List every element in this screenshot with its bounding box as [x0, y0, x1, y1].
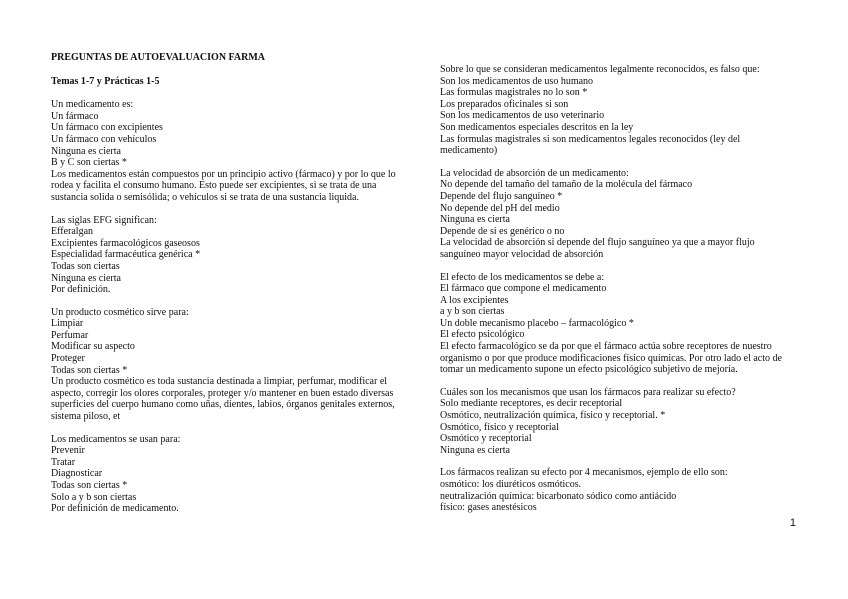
answer-option: físico: gases anestésicos: [440, 502, 537, 514]
answer-option: A los excipientes: [440, 294, 509, 306]
question-block: [440, 387, 792, 457]
question-block: [51, 307, 411, 423]
document-subtitle: Temas 1-7 y Prácticas 1-5: [51, 75, 160, 87]
question-text: Los medicamentos se usan para:: [51, 433, 181, 445]
answer-explanation: La velocidad de absorción si depende del flujo sanguíneo ya que a mayor flujo sanguíneo mayor velocidad de absorción: [440, 237, 755, 260]
question-text: El efecto de los medicamentos se debe a:: [440, 271, 605, 283]
answer-option: Prevenir: [51, 445, 85, 457]
answer-option: Por definición.: [51, 284, 111, 296]
answer-option: B y C son ciertas *: [51, 157, 127, 169]
answer-option: No depende del tamaño del tamaño de la molécula del fármaco: [440, 179, 693, 191]
answer-option: Modificar su aspecto: [51, 341, 135, 353]
answer-explanation: Los medicamentos están compuestos por un principio activo (fármaco) y por lo que lo rodea y facilita el consumo humano. Esto puede ser excipientes, si se trata de una sustancia solida o semisólida; o vehículos si se trata de una sustancia liquida.: [51, 168, 396, 203]
question-block: [51, 434, 411, 515]
answer-option: Diagnosticar: [51, 468, 103, 480]
answer-option: Todas son ciertas: [51, 260, 120, 272]
answer-option: Ninguna es cierta: [440, 214, 510, 226]
answer-option: Solo a y b son ciertas: [51, 491, 137, 503]
answer-option: Son los medicamentos de uso humano: [440, 75, 594, 87]
answer-option: Las formulas magistrales no lo son *: [440, 87, 588, 99]
answer-option: Son los medicamentos de uso veterinario: [440, 110, 605, 122]
answer-option: Son medicamentos especiales descritos en la ley: [440, 121, 634, 133]
question-block: [440, 467, 792, 513]
question-text: Cuáles son los mecanismos que usan los fármacos para realizar su efecto?: [440, 386, 736, 398]
question-text: Un producto cosmético sirve para:: [51, 306, 189, 318]
question-block: [440, 168, 792, 261]
answer-option: No depende del pH del medio: [440, 202, 560, 214]
left-question-list: [51, 99, 411, 515]
answer-option: Limpiar: [51, 318, 84, 330]
question-block: [440, 272, 792, 376]
answer-option: Un fármaco con vehículos: [51, 133, 157, 145]
question-text: Los fármacos realizan su efecto por 4 mecanismos, ejemplo de ello son:: [440, 467, 728, 479]
answer-option: Tratar: [51, 456, 76, 468]
question-block: [51, 215, 411, 296]
right-question-list: [440, 64, 792, 514]
question-block: [440, 64, 792, 157]
answer-option: Los preparados oficinales si son: [440, 98, 569, 110]
answer-option: Osmótico y receptorial: [440, 433, 532, 445]
question-text: Un medicamento es:: [51, 99, 134, 111]
answer-option: Ninguna es cierta: [51, 272, 121, 284]
answer-option: Perfumar: [51, 329, 89, 341]
answer-explanation: Las formulas magistrales si son medicamentos legales reconocidos (ley del medicamento): [440, 133, 741, 157]
right-column: [440, 64, 792, 514]
answer-option: Efferalgan: [51, 226, 94, 238]
answer-option: osmótico: los diuréticos osmóticos.: [440, 479, 582, 490]
answer-explanation: Un producto cosmético es toda sustancia destinada a limpiar, perfumar, modificar el aspecto, corregir los olores corporales, proteger y/o mantener en buen estado diversas superficies del cuerpo humano como uñas, dientes, labios, órganos genitales externos, sistema piloso, et: [51, 376, 395, 423]
answer-option: Especialidad farmacéutica genérica *: [51, 249, 201, 261]
answer-option: Solo mediante receptores, es decir receptorial: [440, 398, 623, 410]
answer-option: Un doble mecanismo placebo – farmacológico *: [440, 317, 634, 329]
answer-option: a y b son ciertas: [440, 306, 505, 318]
answer-explanation: El efecto farmacológico se da por que el fármaco actúa sobre receptores de nuestro organismo o por que produce modificaciones físico químicas. Por otro lado el acto de tomar un medicamento supone un efecto psicológico subjetivo de mejoría.: [440, 341, 782, 376]
answer-option: Un fármaco: [51, 110, 99, 122]
answer-option: Depende de si es genérico o no: [440, 225, 565, 237]
answer-option: Osmótico, físico y receptorial: [440, 421, 559, 433]
document-title: PREGUNTAS DE AUTOEVALUACION FARMA: [51, 52, 266, 63]
answer-option: neutralización química: bicarbonato sódico como antiácido: [440, 490, 677, 502]
answer-option: Un fármaco con excipientes: [51, 122, 163, 134]
answer-option: Depende del flujo sanguíneo *: [440, 190, 563, 202]
answer-option: Ninguna es cierta: [440, 444, 510, 456]
page-number: 1: [789, 517, 796, 529]
answer-option: El fármaco que compone el medicamento: [440, 283, 607, 295]
answer-option: Todas son ciertas *: [51, 364, 128, 376]
answer-option: Todas son ciertas *: [51, 480, 128, 491]
answer-option: Osmótico, neutralización química, físico y receptorial. *: [440, 410, 666, 422]
answer-option: Excipientes farmacológicos gaseosos: [51, 237, 200, 249]
left-column: [51, 52, 411, 515]
question-text: Las siglas EFG significan:: [51, 214, 157, 226]
question-block: [51, 99, 411, 203]
answer-option: Ninguna es cierta: [51, 145, 121, 157]
answer-option: Proteger: [51, 353, 85, 365]
answer-option: Por definición de medicamento.: [51, 503, 179, 515]
question-text: La velocidad de absorción de un medicamento:: [440, 167, 629, 179]
question-text: Sobre lo que se consideran medicamentos legalmente reconocidos, es falso que:: [440, 64, 760, 75]
answer-option: El efecto psicológico: [440, 329, 525, 341]
